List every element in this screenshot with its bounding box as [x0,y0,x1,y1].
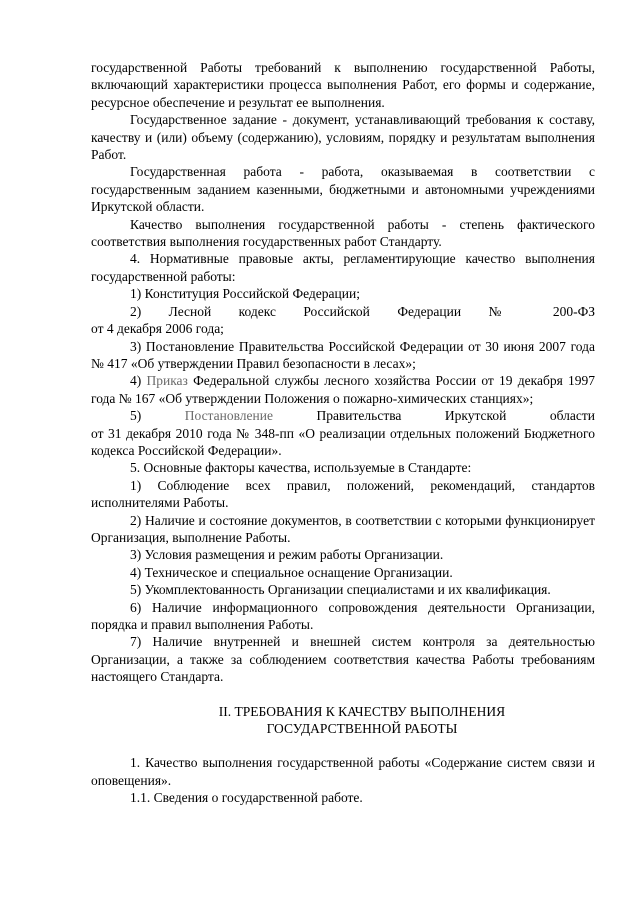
legal-act-forest-code-line1: 2) Лесной кодекс Российской Федерации № 200-ФЗ [130,303,595,319]
paragraph-quality-definition: Качество выполнения государственной работы - степень фактического соответствия выполнения государственных работ Стандарту. [91,216,595,250]
legal-act-forestry-order-text: Федеральной службы лесного хозяйства России от 19 декабря 1997 года № 167 «Об утверждении Положения о пожарно-химических станциях»; [91,373,595,406]
legal-act-constitution: 1) Конституция Российской Федерации; [130,286,360,302]
decree-reference-link[interactable]: Постановление [184,408,273,424]
legal-act-irkutsk-decree-line2: от 31 декабря 2010 года № 348-пп «О реализации отдельных положений Бюджетного кодекса Российской Федерации». [91,425,595,458]
legal-act-irkutsk-decree-prefix: 5) [130,408,185,424]
legal-act-irkutsk-decree-line1 [91,407,595,424]
legal-act-forest-code-line2: от 4 декабря 2006 года; [91,321,224,337]
quality-factor-item: 6) Наличие информационного сопровождения деятельности Организации, порядка и правил выполнения Работы. [91,599,595,632]
paragraph-state-task-definition: Государственное задание - документ, устанавливающий требования к составу, качеству и (или) объему (содержанию), условиям, порядку и результатам выполнения Работ. [91,112,595,163]
paragraph-legal-acts-intro: 4. Нормативные правовые акты, регламентирующие качество выполнения государственной работы: [91,251,595,284]
legal-act-forestry-order [91,372,595,407]
section-heading-line1: II. ТРЕБОВАНИЯ К КАЧЕСТВУ ВЫПОЛНЕНИЯ [218,703,506,719]
legal-act-forestry-order-prefix: 4) [130,373,147,389]
quality-factor-item: 5) Укомплектованность Организации специалистами и их квалификация. [130,582,551,598]
document-page [91,59,595,807]
legal-act-government-decree: 3) Постановление Правительства Российской Федерации от 30 июня 2007 года № 417 «Об утверждении Правил безопасности в лесах»; [91,338,595,371]
paragraph-standard-definition-end: государственной Работы требований к выполнению государственной Работы, включающий характеристики процесса выполнения Работ, его формы и содержание, ресурсное обеспечение и результат ее выполнения. [91,60,595,110]
paragraph-quality-factors-intro: 5. Основные факторы качества, используемые в Стандарте: [130,460,472,476]
quality-factor-item: 2) Наличие и состояние документов, в соответствии с которыми функционирует Организация, выполнение Работы. [91,512,595,545]
section-heading-line2: ГОСУДАРСТВЕННОЙ РАБОТЫ [266,721,458,737]
paragraph-work-quality: 1. Качество выполнения государственной работы «Содержание систем связи и оповещения». [91,755,595,788]
quality-factor-item: 1) Соблюдение всех правил, положений, рекомендаций, стандартов исполнителями Работы. [91,477,595,511]
quality-factor-item: 7) Наличие внутренней и внешней систем контроля за деятельностью Организации, а также за соблюдением соответствия качества Работы требованиям настоящего Стандарта. [91,634,595,685]
quality-factor-item: 3) Условия размещения и режим работы Организации. [130,547,444,563]
spacer [91,686,595,703]
quality-factor-item: 4) Техническое и специальное оснащение Организации. [130,564,453,580]
legal-act-irkutsk-decree-text: Правительства Иркутской области [272,408,596,424]
paragraph-state-work-definition: Государственная работа - работа, оказываемая в соответствии с государственным заданием казенными, бюджетными и автономными учреждениями Иркутской области. [91,164,595,215]
order-reference-link[interactable]: Приказ [146,373,188,389]
spacer [91,737,595,754]
paragraph-work-info: 1.1. Сведения о государственной работе. [130,790,363,806]
